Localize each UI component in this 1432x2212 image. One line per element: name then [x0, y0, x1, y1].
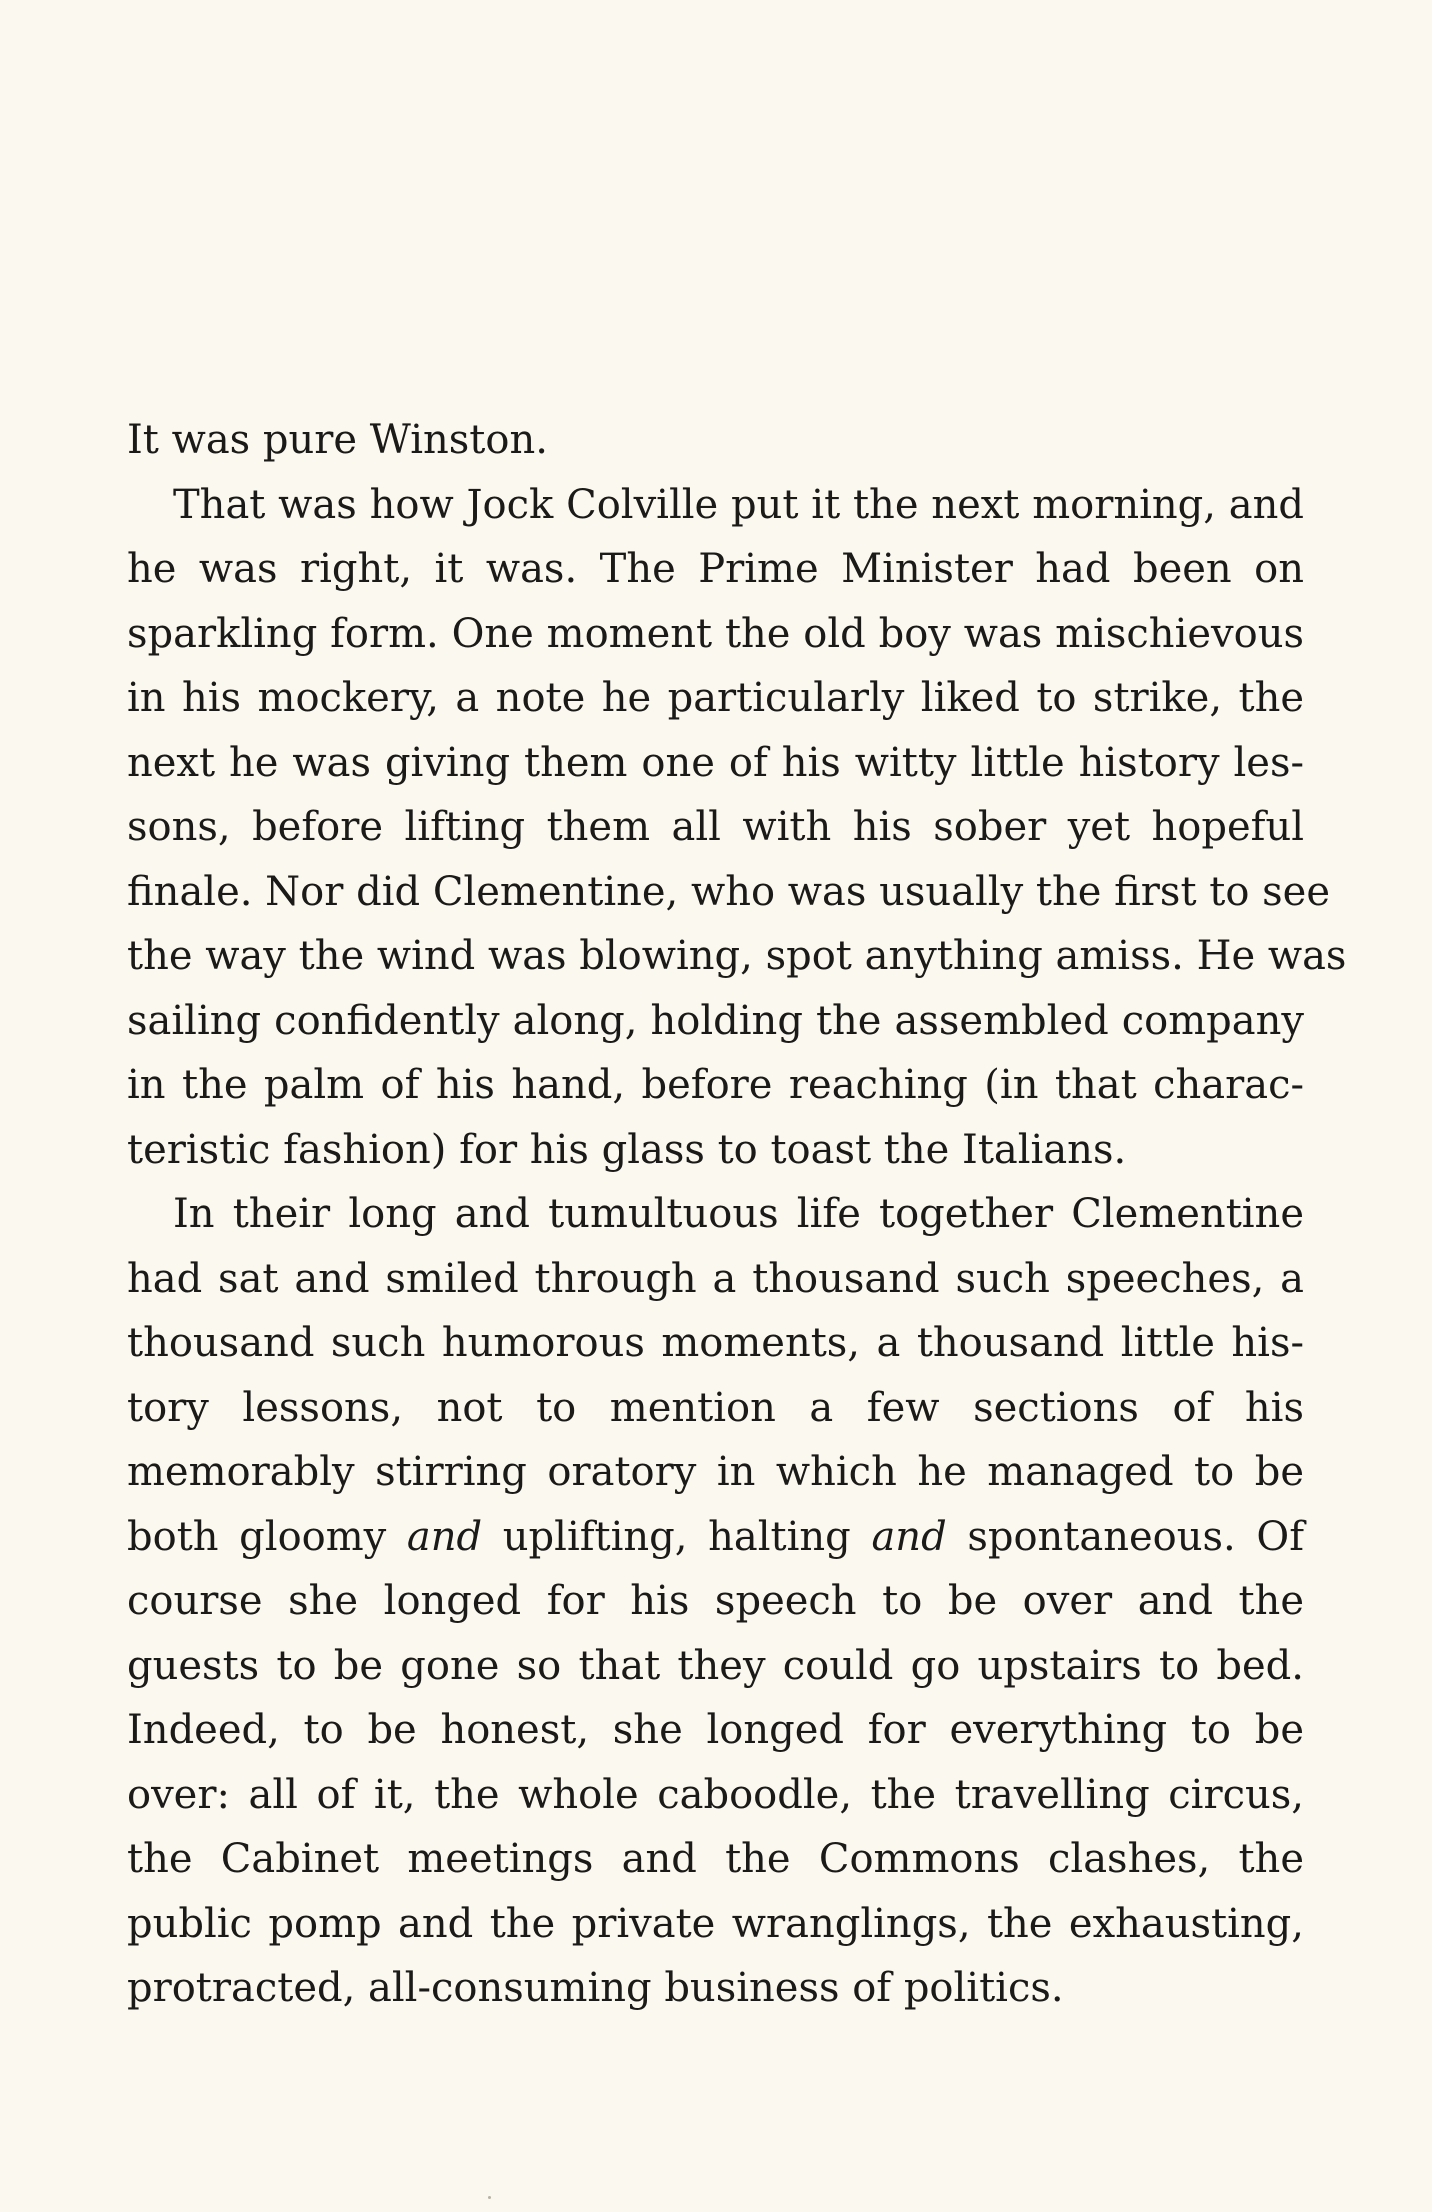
paragraph-2-line-2: he was right, it was. The Prime Minister had been on: [127, 546, 1304, 592]
paragraph-2-line-5: next he was giving them one of his witty little history les-: [127, 739, 1304, 786]
paragraph-3-line-3: thousand such humorous moments, a thousand little his-: [127, 1320, 1304, 1366]
paragraph-3-line-7: course she longed for his speech to be over and the: [127, 1578, 1304, 1624]
paragraph-1-line-1: It was pure Winston.: [127, 417, 548, 463]
italic-and-1: and: [406, 1513, 483, 1560]
styled-part-1: both gloomy: [127, 1513, 407, 1560]
paragraph-3-line-8: guests to be gone so that they could go upstairs to bed.: [127, 1642, 1304, 1689]
paragraph-2-line-7: finale. Nor did Clementine, who was usually the first to see: [127, 868, 1330, 915]
paragraph-2-line-6: sons, before lifting them all with his sober yet hopeful: [127, 804, 1304, 850]
paragraph-3-line-6: [127, 1505, 1304, 1570]
paragraph-3-line-4: tory lessons, not to mention a few sections of his: [127, 1384, 1304, 1431]
paragraph-2-line-3: sparkling form. One moment the old boy was mischievous: [127, 610, 1304, 657]
paragraph-2-line-8: the way the wind was blowing, spot anything amiss. He was: [127, 933, 1347, 979]
paragraph-2-line-1: That was how Jock Colville put it the next morning, and: [173, 481, 1304, 528]
paragraph-2-line-11: teristic fashion) for his glass to toast the Italians.: [127, 1126, 1127, 1173]
paragraph-3-line-1: In their long and tumultuous life together Clementine: [173, 1191, 1304, 1237]
paragraph-2-line-9: sailing confidently along, holding the assembled company: [127, 997, 1304, 1044]
styled-part-2: uplifting, halting: [482, 1513, 872, 1560]
paragraph-3-line-11: the Cabinet meetings and the Commons clashes, the: [127, 1836, 1304, 1882]
paragraph-3-line-2: had sat and smiled through a thousand such speeches, a: [127, 1255, 1304, 1302]
italic-and-2: and: [871, 1513, 947, 1560]
paragraph-3-line-9: Indeed, to be honest, she longed for everything to be: [127, 1707, 1304, 1753]
styled-part-3: spontaneous. Of: [946, 1513, 1304, 1560]
paragraph-3-line-13: protracted, all-consuming business of politics.: [127, 1965, 1064, 2011]
paragraph-2-line-4: in his mockery, a note he particularly liked to strike, the: [127, 675, 1304, 721]
paragraph-2-line-10: in the palm of his hand, before reaching (in that charac-: [127, 1062, 1304, 1108]
paragraph-3-line-10: over: all of it, the whole caboodle, the travelling circus,: [127, 1771, 1304, 1818]
paragraph-3-line-12: public pomp and the private wranglings, the exhausting,: [127, 1900, 1304, 1947]
body-text: [127, 408, 1347, 2021]
paragraph-3-line-5: memorably stirring oratory in which he managed to be: [127, 1449, 1304, 1495]
paper-speck: [488, 2196, 491, 2199]
